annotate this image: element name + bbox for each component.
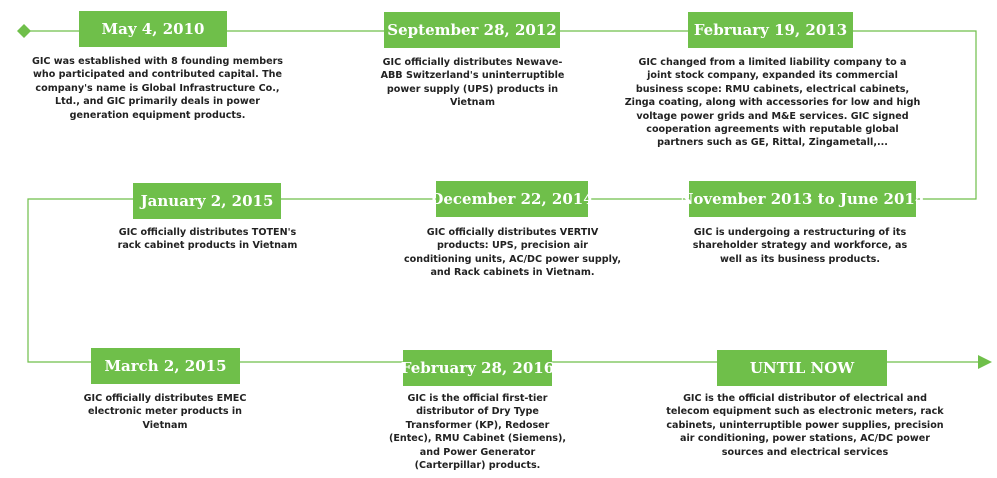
event-date-2014-12-22: December 22, 2014 (436, 181, 588, 217)
event-text-until-now: GIC is the official distributor of electrical and telecom equipment such as electronic meters, rack cabinets, uninterruptible power supplies, precision air conditioning, power stations, AC/DC power sources and electrical services (666, 393, 944, 458)
event-date-2016-02-28: February 28, 2016 (403, 350, 552, 386)
event-text-2010-05-04: GIC was established with 8 founding members who participated and contributed capital. The company's name is Global Infrastructure Co., Ltd., and GIC primarily deals in power generation equipment products. (31, 56, 284, 121)
event-text-2015-01-02: GIC officially distributes TOTEN's rack cabinet products in Vietnam (117, 227, 298, 252)
event-text-2016-02-28: GIC is the official first-tier distributor of Dry Type Transformer (KP), Redoser (Entec), RMU Cabinet (Siemens), and Power Generator (Carterpillar) products. (388, 393, 567, 472)
event-date-2013-2014: November 2013 to June 2014 (689, 181, 916, 217)
event-text-2014-12-22: GIC officially distributes VERTIV products: UPS, precision air conditioning units, AC/DC power supply, and Rack cabinets in Vietnam. (403, 227, 622, 279)
event-date-until-now: UNTIL NOW (717, 350, 887, 386)
event-date-2010-05-04: May 4, 2010 (79, 11, 227, 47)
event-text-2013-02-19: GIC changed from a limited liability company to a joint stock company, expanded its commercial business scope: RMU cabinets, electrical cabinets, Zinga coating, along with accessories for low and high voltage power grids and M&E services. GIC signed cooperation agreements with reputable global partners such as GE, Rittal, Zingametall,... (624, 57, 921, 149)
event-date-2015-03-02: March 2, 2015 (91, 348, 240, 384)
event-text-2015-03-02: GIC officially distributes EMEC electronic meter products in Vietnam (83, 393, 247, 431)
timeline-start-diamond (17, 24, 31, 38)
timeline-end-arrow (978, 355, 992, 369)
event-date-2013-02-19: February 19, 2013 (688, 12, 853, 48)
event-text-2012-09-28: GIC officially distributes Newave- ABB Switzerland's uninterruptible power supply (UPS) products in Vietnam (380, 57, 565, 109)
event-date-2012-09-28: September 28, 2012 (384, 12, 560, 48)
event-text-2013-2014: GIC is undergoing a restructuring of its shareholder strategy and workforce, as well as its business products. (692, 227, 908, 265)
event-date-2015-01-02: January 2, 2015 (133, 183, 281, 219)
